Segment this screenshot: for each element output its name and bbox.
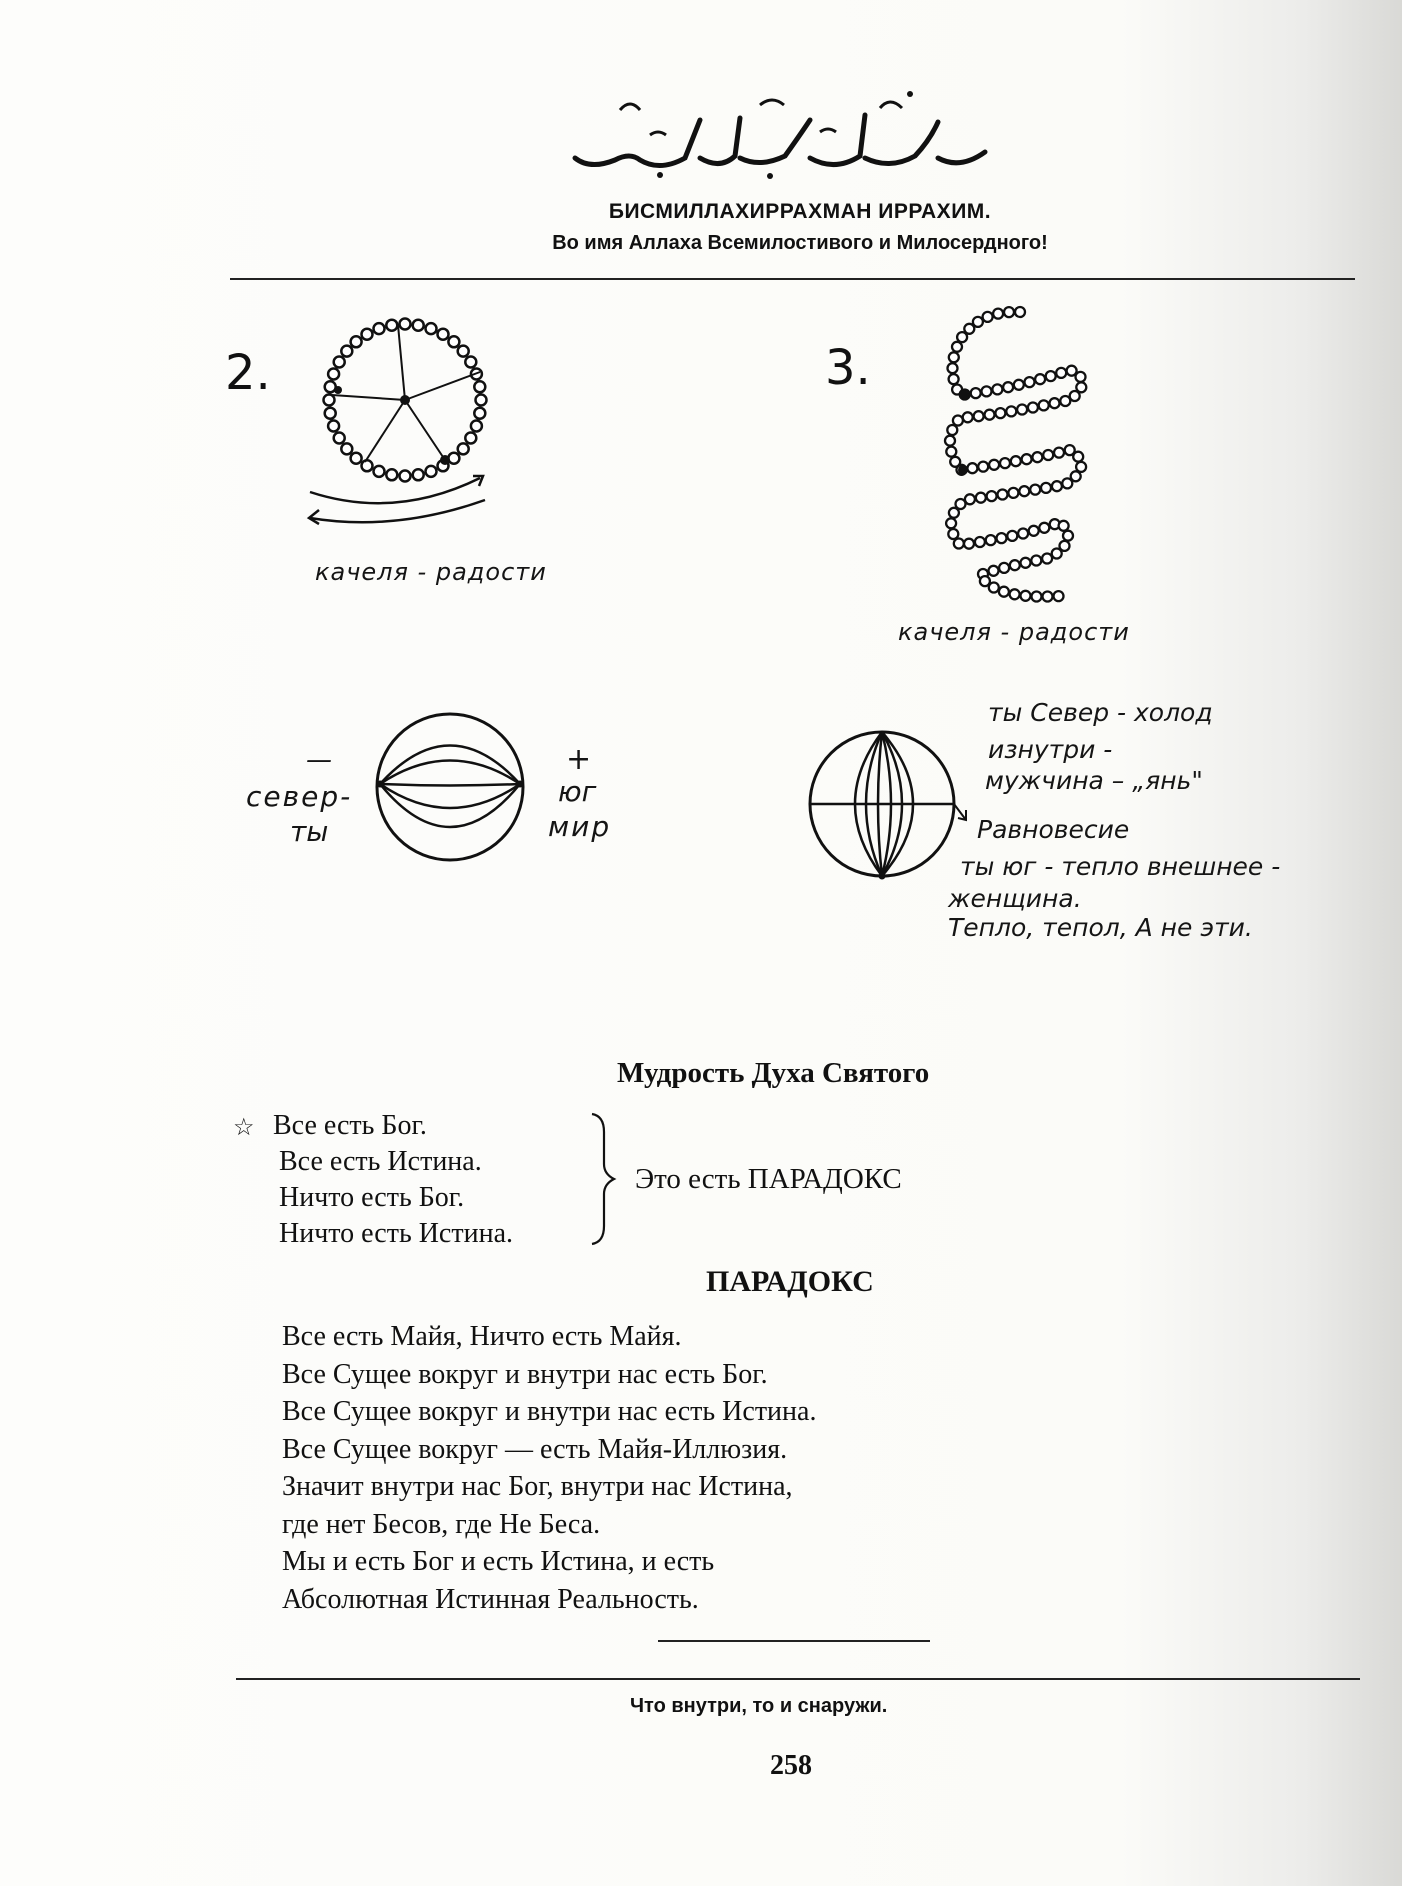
figure-2-rotation-arrow: [305, 470, 495, 540]
arabic-basmala-calligraphy: [560, 80, 1000, 180]
bead: [1011, 456, 1021, 466]
paradox-heading: ПАРАДОКС: [706, 1265, 874, 1298]
paradox-line-2: Все Сущее вокруг и внутри нас есть Бог.: [282, 1358, 768, 1390]
bead: [1042, 554, 1052, 564]
paradox-line-3: Все Сущее вокруг и внутри нас есть Истина.: [282, 1396, 817, 1427]
bead: [1039, 400, 1049, 410]
bead: [949, 352, 959, 362]
bead: [949, 374, 959, 384]
bead: [1050, 398, 1060, 408]
bead: [1054, 448, 1064, 458]
bead: [1052, 549, 1062, 559]
left-sphere-meridians: [374, 712, 526, 862]
right-sphere-note-6: женщина.: [948, 884, 1082, 913]
bead: [1028, 403, 1038, 413]
bead: [976, 493, 986, 503]
bead: [954, 539, 964, 549]
footer-divider: [236, 1678, 1360, 1680]
bead: [949, 508, 959, 518]
bead: [1008, 488, 1018, 498]
wisdom-line-4: Ничто есть Истина.: [279, 1218, 513, 1249]
bead: [400, 319, 411, 330]
bead: [987, 491, 997, 501]
right-sphere-note-7: Тепло, тепол, А не эти.: [948, 913, 1253, 942]
bead: [465, 357, 476, 368]
bead: [1025, 377, 1035, 387]
bead: [998, 490, 1008, 500]
bead: [948, 529, 958, 539]
bead: [341, 443, 352, 454]
bead: [1032, 452, 1042, 462]
bead: [448, 336, 459, 347]
bead: [328, 369, 339, 380]
wisdom-line-1: Все есть Бог.: [273, 1110, 427, 1141]
south-label: юг: [558, 775, 597, 808]
wisdom-stanza: [235, 1108, 513, 1252]
plus-sign: +: [566, 742, 592, 777]
bead: [334, 433, 345, 444]
bead: [945, 436, 955, 446]
bead: [1018, 529, 1028, 539]
bead: [334, 357, 345, 368]
wisdom-line-3: Ничто есть Бог.: [279, 1182, 465, 1213]
bead: [963, 412, 973, 422]
bead: [1043, 450, 1053, 460]
paradox-line-8: Абсолютная Истинная Реальность.: [282, 1583, 699, 1615]
bead: [1039, 523, 1049, 533]
bead: [1010, 589, 1020, 599]
wisdom-title: Мудрость Духа Святого: [617, 1057, 930, 1089]
bead: [1041, 483, 1051, 493]
basmala-transliteration: БИСМИЛЛАХИРРАХМАН ИРРАХИМ.: [608, 200, 992, 223]
bead: [458, 443, 469, 454]
figure-2-number: 2.: [225, 345, 271, 401]
bead: [964, 539, 974, 549]
bead: [1032, 592, 1042, 602]
bead: [1054, 591, 1064, 601]
figure-3-bead-spiral: [920, 300, 1120, 610]
bead: [957, 332, 967, 342]
bead: [1043, 592, 1053, 602]
bead: [1006, 406, 1016, 416]
bead: [1015, 307, 1025, 317]
bead: [474, 381, 485, 392]
bead: [325, 408, 336, 419]
bead: [947, 425, 957, 435]
bead: [1010, 560, 1020, 570]
right-sphere-note-3: мужчина – „янь": [985, 766, 1203, 795]
bead: [1022, 454, 1032, 464]
header-divider: [230, 278, 1355, 280]
bead: [374, 323, 385, 334]
bead: [1073, 452, 1083, 462]
bead: [448, 453, 459, 464]
bead: [995, 408, 1005, 418]
right-sphere-note-2: изнутри -: [988, 735, 1113, 764]
bead: [946, 518, 956, 528]
bead: [1056, 368, 1066, 378]
bead: [413, 320, 424, 331]
footer-motto: Что внутри, то и снаружи.: [630, 1695, 888, 1717]
bead: [1052, 481, 1062, 491]
bead: [474, 408, 485, 419]
bead: [1000, 458, 1010, 468]
bead: [946, 447, 956, 457]
bead: [465, 433, 476, 444]
figure-3-number: 3.: [825, 340, 871, 396]
north-label: север-: [246, 780, 353, 813]
bead: [1003, 382, 1013, 392]
bead: [1019, 486, 1029, 496]
figure-3-caption: качеля - радости: [898, 618, 1130, 646]
bead: [997, 533, 1007, 543]
bead: [1021, 591, 1031, 601]
bead: [978, 462, 988, 472]
bead: [1076, 462, 1086, 472]
bead: [985, 410, 995, 420]
bead: [1014, 380, 1024, 390]
bead: [1029, 526, 1039, 536]
right-sphere-note-5: ты юг - тепло внешнее -: [960, 852, 1281, 881]
paradox-text: [282, 1318, 816, 1618]
bead: [1031, 556, 1041, 566]
bead: [975, 537, 985, 547]
bead: [982, 386, 992, 396]
bead: [986, 535, 996, 545]
bead: [971, 388, 981, 398]
figure-2-caption: качеля - радости: [315, 558, 547, 586]
bead: [458, 346, 469, 357]
bead: [362, 329, 373, 340]
bead: [426, 323, 437, 334]
bead: [992, 384, 1002, 394]
bead: [1076, 372, 1086, 382]
bead: [974, 411, 984, 421]
paradox-line-5: Значит внутри нас Бог, внутри нас Истина,: [282, 1471, 793, 1502]
page-number: 258: [770, 1750, 812, 1781]
minus-sign: —: [306, 745, 332, 775]
bead: [1063, 531, 1073, 541]
paradox-conclusion: Это есть ПАРАДОКС: [635, 1163, 902, 1195]
bead: [952, 342, 962, 352]
bead: [989, 583, 999, 593]
section-end-rule: [658, 1640, 930, 1642]
bead: [948, 363, 958, 373]
bead: [438, 329, 449, 340]
right-sphere-meridians: [808, 730, 958, 878]
bead: [993, 309, 1003, 319]
star-icon: ☆: [233, 1115, 255, 1141]
bead: [989, 460, 999, 470]
bead: [983, 312, 993, 322]
bead: [1017, 405, 1027, 415]
bead: [351, 336, 362, 347]
bead: [1004, 307, 1014, 317]
curly-brace: [588, 1112, 618, 1246]
basmala-translation: Во имя Аллаха Всемилостивого и Милосердного!: [552, 232, 1048, 254]
bead: [341, 346, 352, 357]
bead: [1046, 371, 1056, 381]
bead: [328, 421, 339, 432]
bead: [471, 421, 482, 432]
bead: [1060, 396, 1070, 406]
bead: [953, 416, 963, 426]
bead: [1007, 531, 1017, 541]
bead: [1059, 521, 1069, 531]
bead: [999, 587, 1009, 597]
paradox-line-7: Мы и есть Бог и есть Истина, и есть: [282, 1546, 715, 1577]
bead: [1062, 478, 1072, 488]
bead: [476, 395, 487, 406]
you-label: ты: [290, 815, 329, 848]
right-sphere-note-1: ты Север - холод: [988, 698, 1213, 727]
right-sphere-note-4: Равновесие: [977, 815, 1130, 844]
bead: [999, 563, 1009, 573]
paradox-line-6: где нет Бесов, где Не Беса.: [282, 1508, 601, 1540]
bead: [325, 381, 336, 392]
bead: [1021, 558, 1031, 568]
bead: [386, 320, 397, 331]
bead: [351, 453, 362, 464]
world-label: мир: [548, 810, 612, 843]
paradox-line-1: Все есть Майя, Ничто есть Майя.: [282, 1321, 682, 1352]
bead: [324, 395, 335, 406]
bead: [1035, 374, 1045, 384]
bead: [1030, 485, 1040, 495]
bead: [989, 566, 999, 576]
paradox-line-4: Все Сущее вокруг — есть Майя-Иллюзия.: [282, 1433, 788, 1465]
wisdom-line-2: Все есть Истина.: [279, 1146, 482, 1177]
bead: [967, 463, 977, 473]
